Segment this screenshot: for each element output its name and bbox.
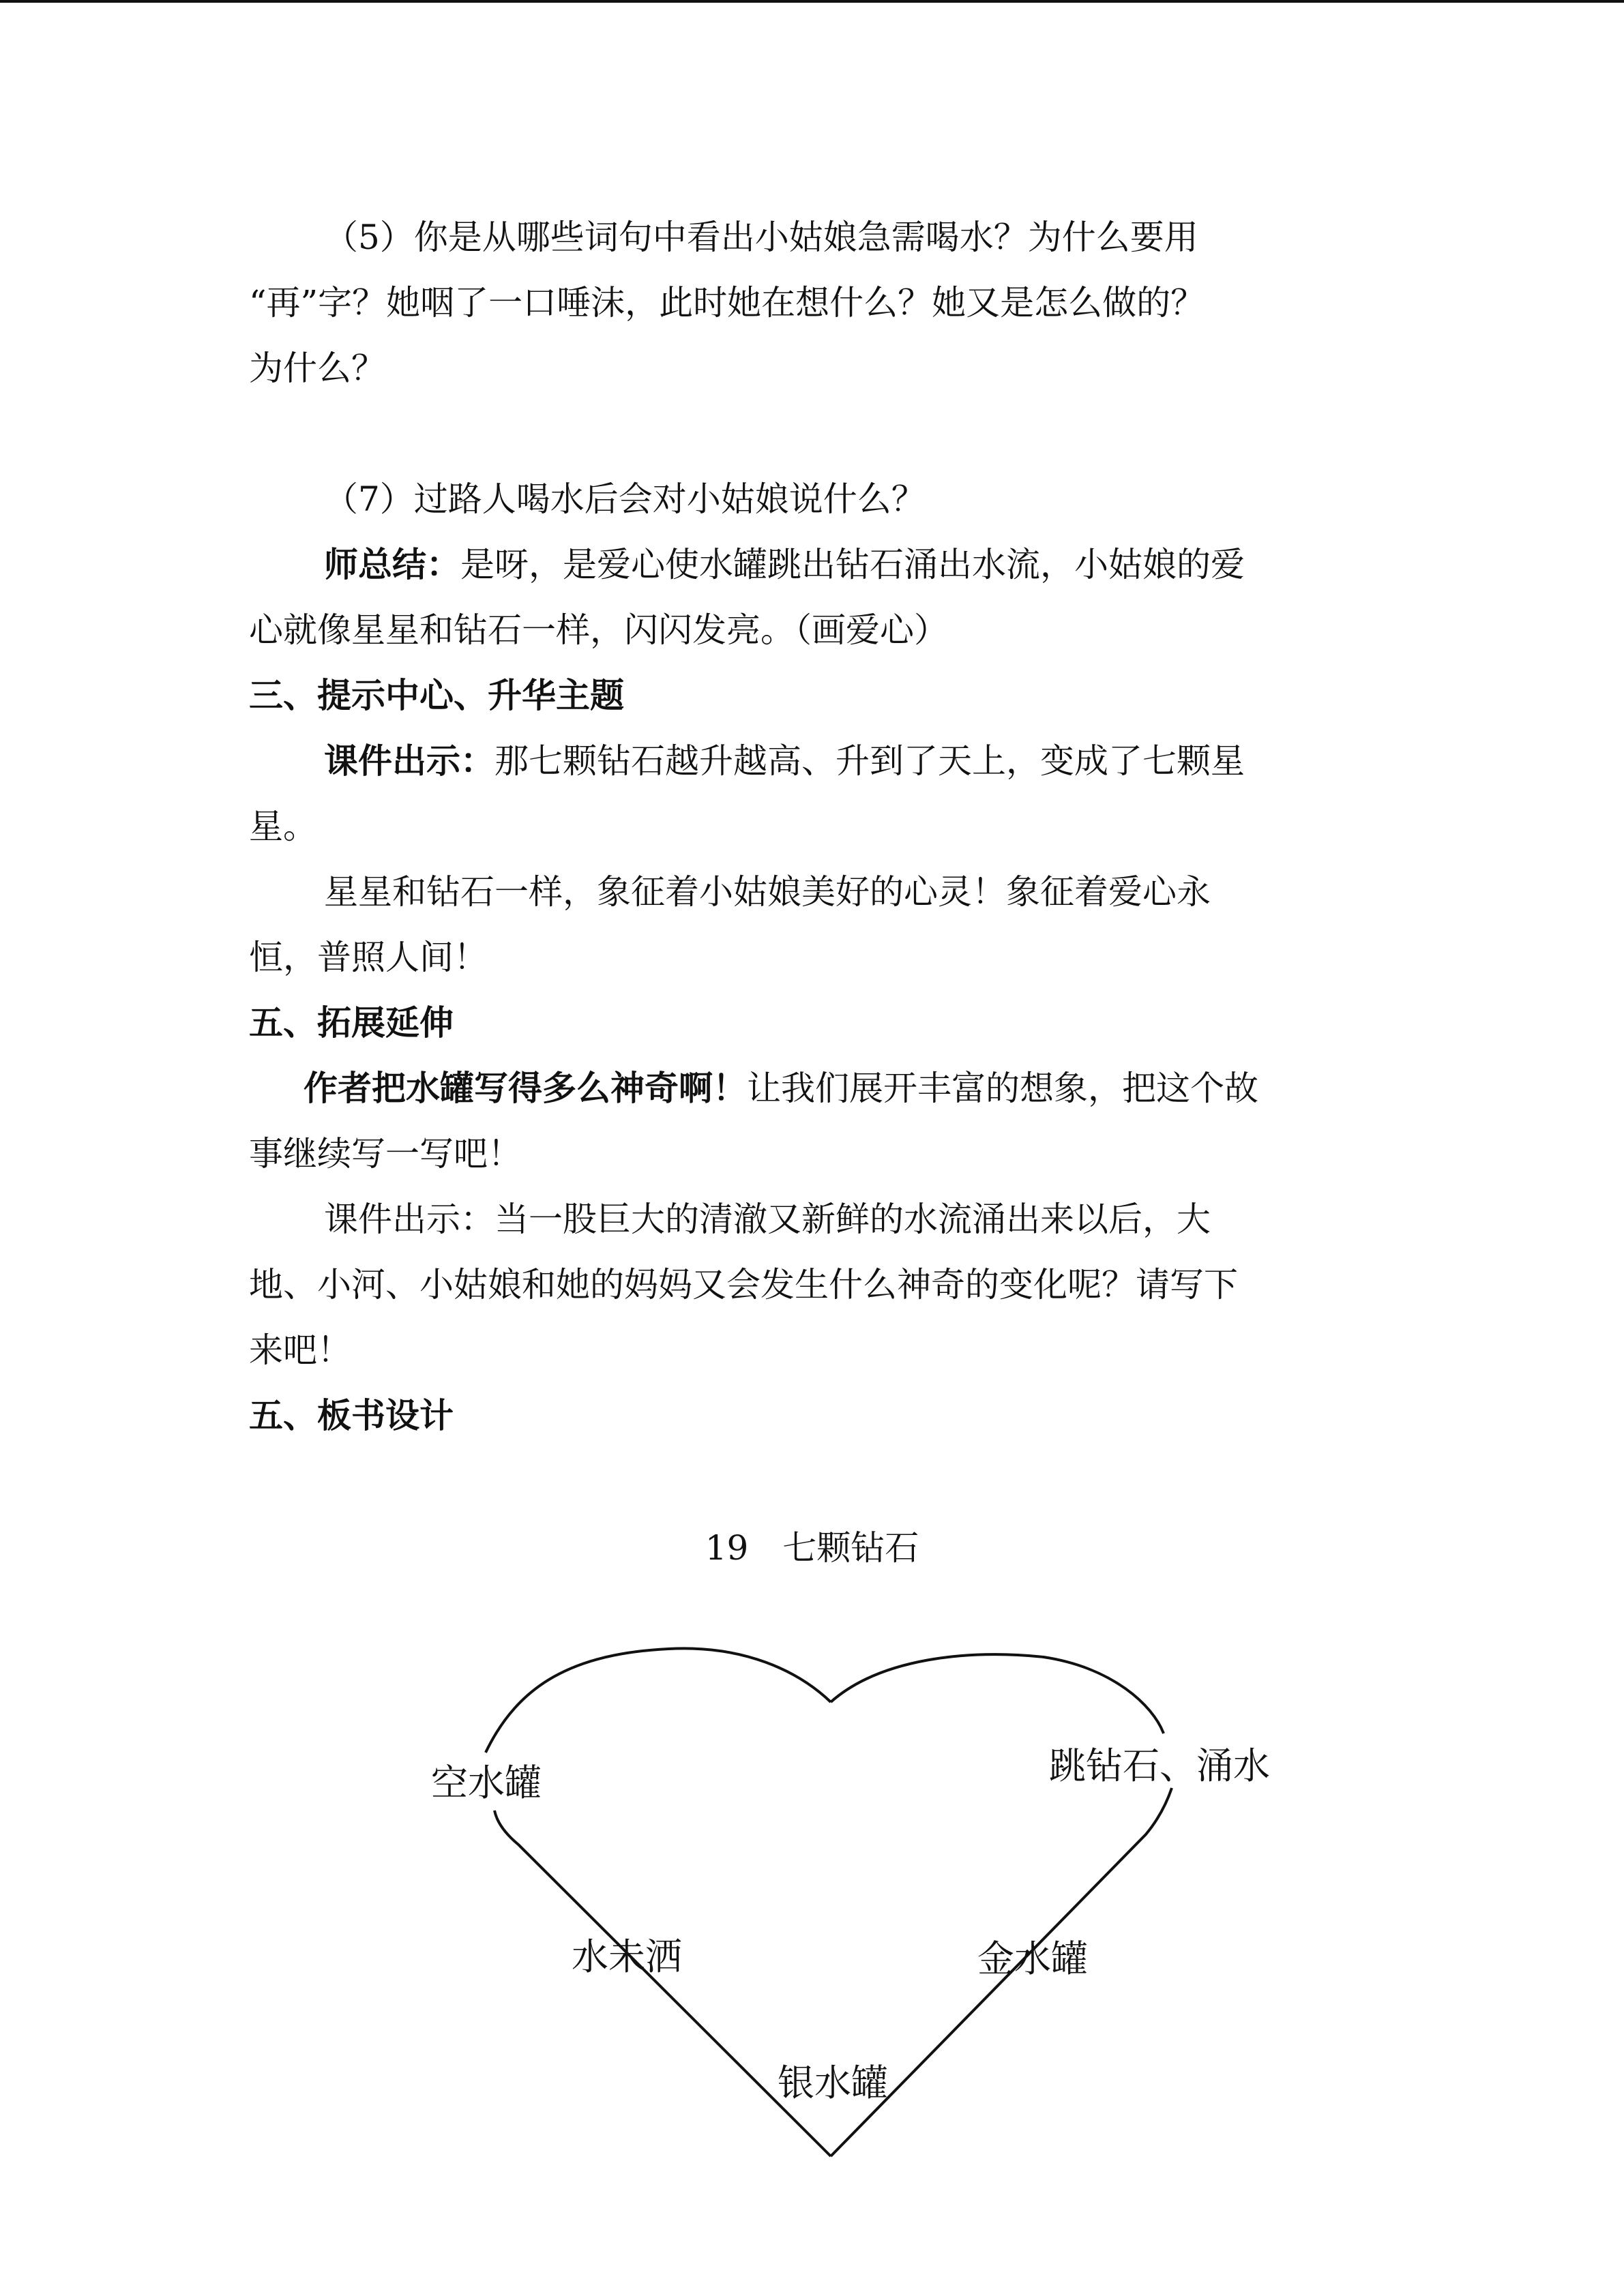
label-silver-jar: 银水罐 bbox=[778, 2061, 888, 2104]
q5-line-2: “再”字？她咽了一口唾沫，此时她在想什么？她又是怎么做的？ bbox=[249, 283, 1205, 323]
section-3-heading: 三、提示中心、升华主题 bbox=[249, 675, 624, 715]
label-gold-jar: 金水罐 bbox=[977, 1937, 1088, 1980]
courseware-1-label: 课件出示： bbox=[324, 741, 494, 781]
summary-label: 师总结： bbox=[324, 544, 460, 584]
q7-line: （7）过路人喝水后会对小姑娘说什么？ bbox=[324, 479, 926, 519]
summary-line-1 bbox=[249, 532, 1385, 597]
courseware-1-line-1 bbox=[249, 728, 1385, 794]
extend-line-1 bbox=[249, 1056, 1385, 1121]
page-top-border bbox=[0, 0, 1624, 3]
summary-text: 是呀，是爱心使水罐跳出钻石涌出水流，小姑娘的爱 bbox=[460, 545, 1245, 584]
extend-bold: 作者把水罐写得多么神奇啊！ bbox=[304, 1068, 747, 1108]
courseware-2-line-1: 课件出示：当一股巨大的清澈又新鲜的水流涌出来以后，大 bbox=[324, 1199, 1211, 1239]
courseware-2-line-2: 地、小河、小姑娘和她的妈妈又会发生什么神奇的变化呢？请写下 bbox=[249, 1265, 1238, 1304]
board-title: 19 七颗钻石 bbox=[705, 1528, 919, 1568]
stars-line-2: 恒，普照人间！ bbox=[249, 938, 488, 977]
courseware-1-text: 那七颗钻石越升越高、升到了天上，变成了七颗星 bbox=[494, 741, 1245, 781]
courseware-1-line-2: 星。 bbox=[249, 807, 317, 846]
extend-text: 让我们展开丰富的想象，把这个故 bbox=[747, 1069, 1258, 1108]
label-water-spilled: 水未洒 bbox=[572, 1935, 682, 1978]
extend-line-2: 事继续写一写吧！ bbox=[249, 1134, 522, 1174]
paragraph-gap bbox=[249, 401, 1385, 466]
heart-top-right-curve bbox=[831, 1654, 1164, 1733]
q5-line-3: 为什么？ bbox=[249, 348, 385, 388]
stars-line-1: 星星和钻石一样，象征着小姑娘美好的心灵！象征着爱心永 bbox=[324, 872, 1211, 912]
summary-line-2: 心就像星星和钻石一样，闪闪发亮。（画爱心） bbox=[249, 610, 948, 650]
section-5-extend-heading: 五、拓展延伸 bbox=[249, 1002, 454, 1043]
document-body bbox=[249, 205, 1385, 1448]
label-empty-jar: 空水罐 bbox=[431, 1761, 542, 1804]
courseware-2-line-3: 来吧！ bbox=[249, 1330, 351, 1370]
label-jump-diamond: 跳钻石、涌水 bbox=[1049, 1744, 1270, 1787]
section-5-board-heading: 五、板书设计 bbox=[249, 1395, 454, 1435]
heart-top-left-curve bbox=[486, 1648, 831, 1753]
q5-line-1: （5）你是从哪些词句中看出小姑娘急需喝水？为什么要用 bbox=[324, 218, 1198, 257]
